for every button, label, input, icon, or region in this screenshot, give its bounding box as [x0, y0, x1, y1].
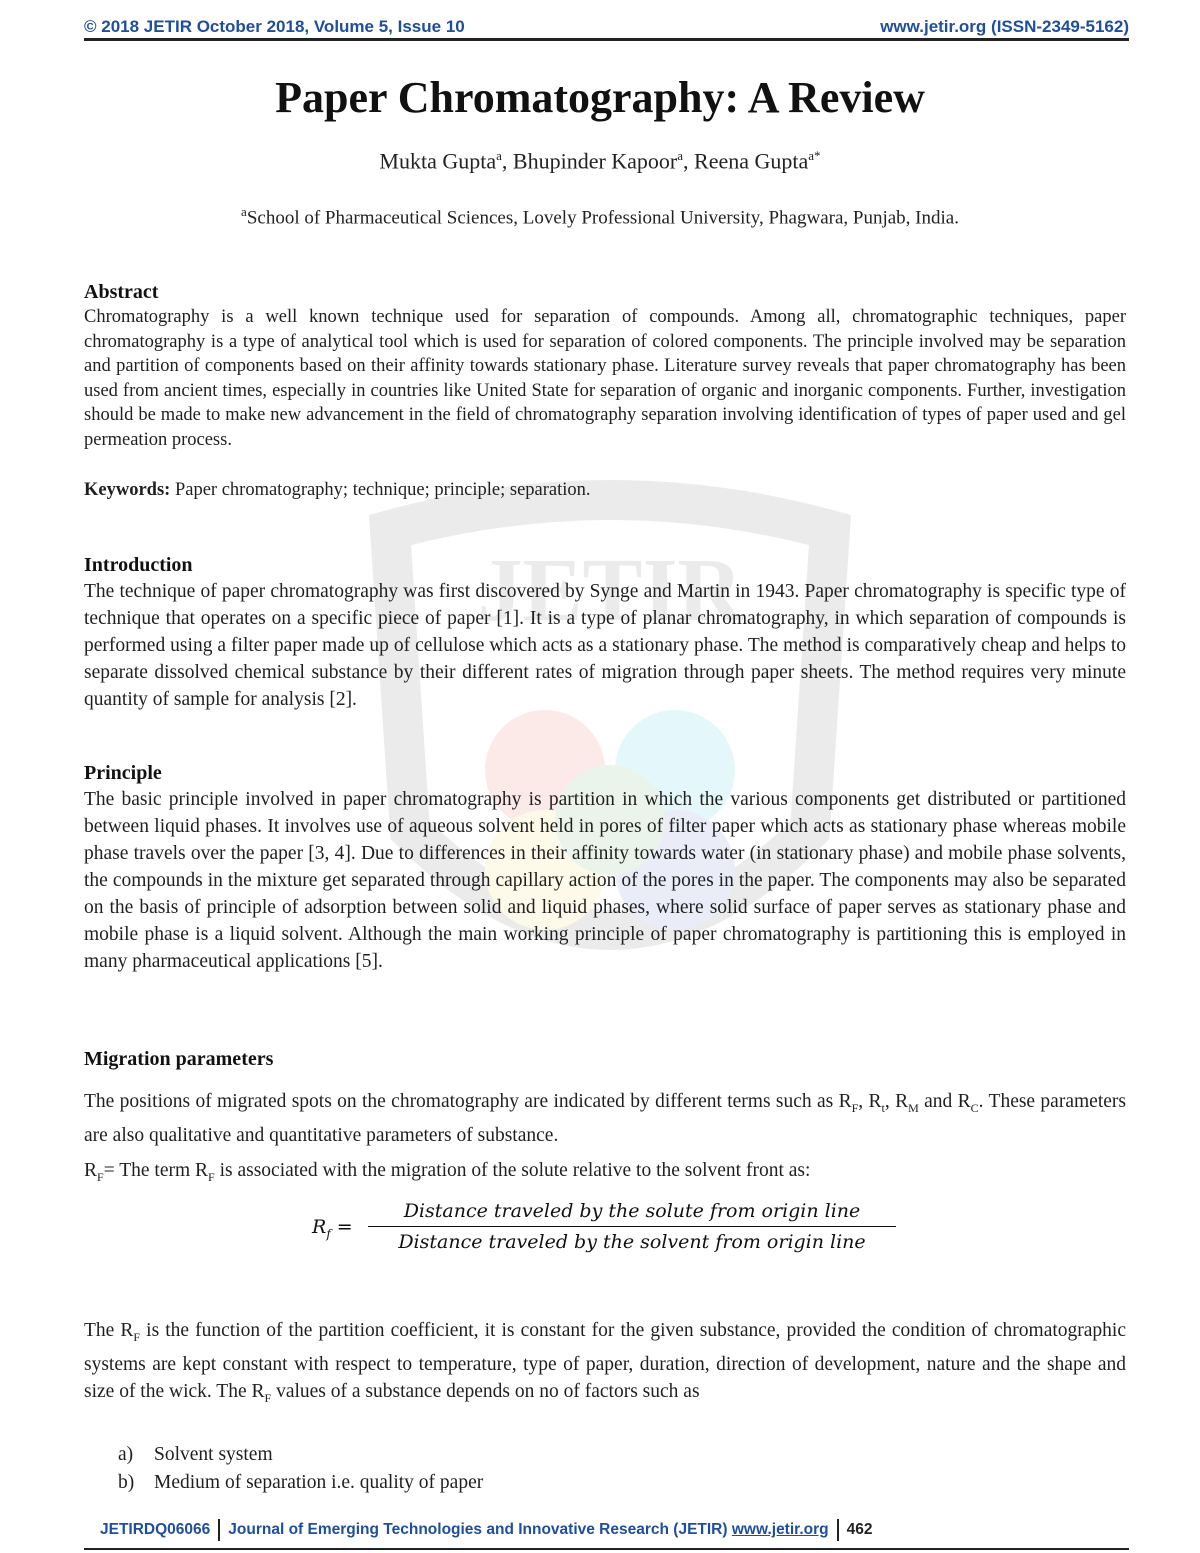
- equation-lhs: [312, 1216, 353, 1241]
- abstract-text: Chromatography is a well known technique used for separation of compounds. Among all, chromatographic techniques, paper chromatography is a type of analytical tool which is used for separation of colored components. The principle involved may be separation and partition of components based on their affinity towards stationary phase. Literature survey reveals that paper chromatography has been used from ancient times, especially in countries like United State for separation of organic and inorganic components. Further, investigation should be made to make new advancement in the field of chromatography separation involving identification of types of paper used and gel permeation process.: [84, 307, 1126, 450]
- equation-equals: =: [330, 1216, 353, 1238]
- paper-title: Paper Chromatography: A Review: [275, 73, 925, 122]
- abstract-section: [84, 279, 1126, 452]
- affiliation-text: School of Pharmaceutical Sciences, Lovely Professional University, Phagwara, Punjab, India.: [246, 207, 959, 229]
- subscript: t: [881, 1100, 885, 1115]
- equation-subscript: f: [326, 1226, 331, 1241]
- keywords-label: Keywords:: [84, 480, 171, 500]
- text-run: = The term R: [103, 1160, 209, 1181]
- header-rule: [84, 38, 1129, 41]
- list-marker: b): [118, 1472, 135, 1493]
- text-run: is the function of the partition coefficient, it is constant for the given substance, provided the condition of chromatographic systems are kept constant with respect to temperature, type of paper, duration, direction of development, nature and the shape and size of the wick. The R: [84, 1320, 1126, 1402]
- migration-paragraph-1: [84, 1088, 1126, 1149]
- author-list: [0, 148, 1200, 174]
- footer-paper-code: JETIRDQ06066: [100, 1521, 211, 1539]
- author-affil-mark: a*: [808, 148, 821, 163]
- equation-fraction: [368, 1196, 896, 1257]
- affiliation: [0, 204, 1200, 229]
- migration-text-1: [84, 1088, 1126, 1149]
- equation-numerator: Distance traveled by the solute from origin line: [403, 1200, 861, 1222]
- subscript: F: [851, 1100, 859, 1115]
- migration-text-2: [84, 1157, 1126, 1191]
- principle-heading: Principle: [84, 762, 162, 784]
- page-footer: [100, 1519, 1112, 1547]
- author-affil-mark: a: [496, 148, 502, 163]
- subscript: F: [97, 1169, 104, 1184]
- text-run: R: [84, 1160, 98, 1181]
- list-item: [118, 1469, 483, 1497]
- subscript: F: [264, 1390, 272, 1405]
- keywords-line: [84, 478, 1126, 503]
- header-journal-issue: © 2018 JETIR October 2018, Volume 5, Issue 10: [84, 17, 465, 36]
- migration-text-3: [84, 1317, 1126, 1412]
- footer-journal-name: Journal of Emerging Technologies and Innovative Research (JETIR): [228, 1521, 728, 1539]
- author-separator: ,: [501, 148, 513, 174]
- principle-section: [84, 760, 1126, 975]
- text-run: , R: [858, 1091, 882, 1112]
- rf-equation: [312, 1196, 912, 1266]
- list-item: [118, 1441, 483, 1469]
- migration-heading: Migration parameters: [84, 1048, 274, 1070]
- text-run: is associated with the migration of the solute relative to the solvent front as:: [214, 1160, 811, 1181]
- footer-separator: [837, 1519, 839, 1541]
- footer-url-link[interactable]: www.jetir.org: [731, 1521, 829, 1539]
- list-item-text: Medium of separation i.e. quality of paper: [154, 1472, 484, 1493]
- equation-denominator: Distance traveled by the solvent from origin line: [398, 1231, 866, 1253]
- text-run: The positions of migrated spots on the chromatography are indicated by different terms such as R: [84, 1091, 852, 1112]
- introduction-section: [84, 552, 1126, 713]
- text-run: The R: [84, 1320, 134, 1341]
- subscript: F: [133, 1329, 141, 1344]
- affiliation-mark: a: [241, 204, 247, 219]
- keywords-section: [84, 478, 1126, 503]
- text-run: and R: [918, 1091, 971, 1112]
- principle-text: The basic principle involved in paper chromatography is partition in which the various components get distributed or partitioned between liquid phases. It involves use of aqueous solvent held in pores of filter paper which acts as stationary phase whereas mobile phase travels over the paper [3, 4]. Due to differences in their affinity towards water (in stationary phase) and mobile phase solvents, the compounds in the mixture get separated through capillary action of the pores in the paper. The components may also be separated on the basis of principle of adsorption between solid and liquid phases, where solid surface of paper serves as stationary phase and mobile phase is a liquid solvent. Although the main working principle of paper chromatography is partitioning this is employed in many pharmaceutical applications [5].: [84, 789, 1126, 972]
- introduction-text: The technique of paper chromatography was first discovered by Synge and Martin in 1943. Paper chromatography is specific type of technique that operates on a specific piece of paper [1]. It is a type of planar chromatography, in which separation of compounds is performed using a filter paper made up of cellulose which acts as a stationary phase. The method is comparatively cheap and helps to separate dissolved chemical substance by their different rates of migration through paper sheets. The method requires very minute quantity of sample for analysis [2].: [84, 581, 1126, 710]
- keywords-text: Paper chromatography; technique; principle; separation.: [170, 480, 591, 500]
- watermark-text: JETIR: [477, 541, 743, 640]
- header-url-issn: www.jetir.org (ISSN-2349-5162): [880, 17, 1129, 36]
- author-name: Reena Gupta: [694, 148, 809, 174]
- equation-symbol: R: [312, 1216, 327, 1238]
- footer-separator: [218, 1519, 220, 1541]
- page-number: 462: [846, 1521, 873, 1539]
- list-item-text: Solvent system: [154, 1444, 273, 1465]
- migration-paragraph-3: [84, 1317, 1126, 1412]
- migration-heading-block: [84, 1046, 1126, 1072]
- subscript: C: [970, 1100, 979, 1115]
- factor-list: [118, 1441, 483, 1497]
- introduction-heading: Introduction: [84, 554, 193, 576]
- text-run: , R: [884, 1091, 909, 1112]
- author-name: Bhupinder Kapoor: [512, 148, 678, 174]
- list-marker: a): [118, 1444, 134, 1465]
- abstract-heading: Abstract: [84, 281, 159, 303]
- author-separator: ,: [683, 148, 695, 174]
- author-affil-mark: a: [677, 148, 684, 163]
- text-run: values of a substance depends on no of factors such as: [271, 1380, 700, 1402]
- subscript: F: [208, 1169, 215, 1184]
- text-run: . These parameters are also qualitative and quantitative parameters of substance.: [84, 1091, 1126, 1146]
- author-name: Mukta Gupta: [379, 148, 497, 174]
- subscript: M: [908, 1100, 919, 1115]
- migration-paragraph-2: [84, 1157, 1126, 1191]
- footer-rule: [84, 1548, 1129, 1550]
